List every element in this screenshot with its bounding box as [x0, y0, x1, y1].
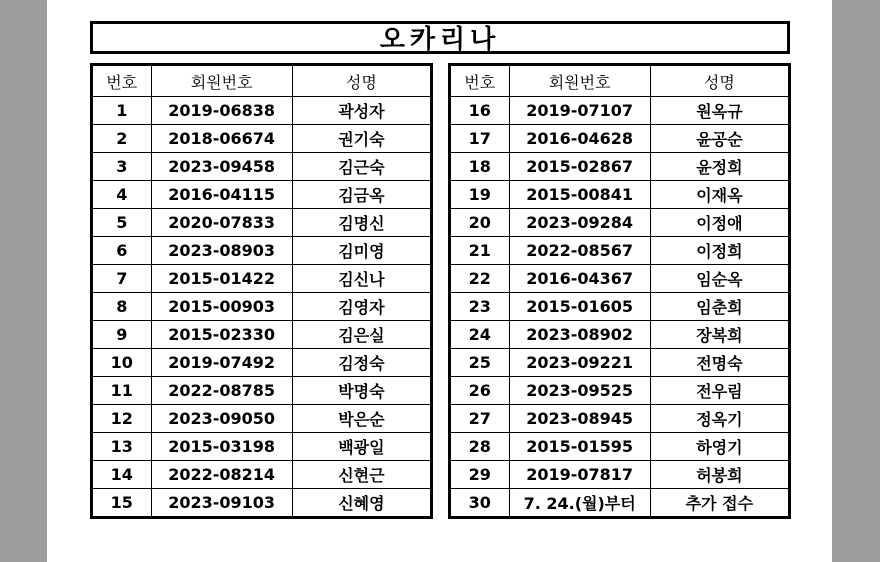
cell-number: 2: [92, 125, 152, 153]
table-row: [92, 125, 432, 153]
cell-name: 곽성자: [292, 97, 431, 125]
table-row: [92, 265, 432, 293]
cell-number: 15: [92, 489, 152, 518]
header-number: 번호: [92, 65, 152, 97]
cell-name: 이정희: [650, 237, 789, 265]
cell-number: 26: [450, 377, 510, 405]
table-row: [92, 237, 432, 265]
cell-member-id: 2015-01605: [509, 293, 650, 321]
cell-member-id: 2015-03198: [151, 433, 292, 461]
cell-number: 4: [92, 181, 152, 209]
cell-number: 22: [450, 265, 510, 293]
cell-member-id: 2015-00841: [509, 181, 650, 209]
table-row: [92, 97, 432, 125]
roster-table-right: [448, 63, 791, 519]
cell-name: 장복희: [650, 321, 789, 349]
cell-name: 김신나: [292, 265, 431, 293]
cell-member-id: 2023-09103: [151, 489, 292, 518]
cell-number: 21: [450, 237, 510, 265]
cell-member-id: 2019-07107: [509, 97, 650, 125]
cell-name: 신현근: [292, 461, 431, 489]
cell-member-id: 2019-07492: [151, 349, 292, 377]
cell-number: 12: [92, 405, 152, 433]
cell-member-id: 2015-02867: [509, 153, 650, 181]
table-row: [92, 209, 432, 237]
cell-number: 24: [450, 321, 510, 349]
table-row: [450, 293, 790, 321]
cell-name: 권기숙: [292, 125, 431, 153]
cell-name: 이재옥: [650, 181, 789, 209]
cell-number: 10: [92, 349, 152, 377]
table-row: [450, 153, 790, 181]
cell-name: 김명신: [292, 209, 431, 237]
cell-number: 27: [450, 405, 510, 433]
cell-member-id: 2023-09050: [151, 405, 292, 433]
cell-name: 전우림: [650, 377, 789, 405]
cell-member-id: 2019-07817: [509, 461, 650, 489]
cell-number: 28: [450, 433, 510, 461]
document-page: [47, 0, 832, 562]
header-row: [92, 65, 432, 97]
cell-name: 이정애: [650, 209, 789, 237]
table-row: [450, 209, 790, 237]
cell-member-id: 2023-09525: [509, 377, 650, 405]
table-row: [450, 461, 790, 489]
table-row: [92, 349, 432, 377]
table-row: [450, 181, 790, 209]
header-number: 번호: [450, 65, 510, 97]
cell-name: 김은실: [292, 321, 431, 349]
cell-name: 김근숙: [292, 153, 431, 181]
cell-member-id: 2020-07833: [151, 209, 292, 237]
table-row: [92, 377, 432, 405]
cell-number: 30: [450, 489, 510, 518]
cell-number: 1: [92, 97, 152, 125]
cell-number: 11: [92, 377, 152, 405]
table-row: [92, 489, 432, 518]
cell-name: 윤공순: [650, 125, 789, 153]
table-row: [92, 293, 432, 321]
cell-number: 19: [450, 181, 510, 209]
cell-name: 전명숙: [650, 349, 789, 377]
cell-member-id: 2022-08785: [151, 377, 292, 405]
cell-number: 14: [92, 461, 152, 489]
cell-member-id: 2023-09458: [151, 153, 292, 181]
cell-number: 13: [92, 433, 152, 461]
cell-name: 김미영: [292, 237, 431, 265]
table-row: [450, 489, 790, 518]
cell-name: 백광일: [292, 433, 431, 461]
table-row: [450, 125, 790, 153]
cell-member-id: 2015-01595: [509, 433, 650, 461]
cell-number: 25: [450, 349, 510, 377]
table-row: [450, 349, 790, 377]
table-row: [92, 153, 432, 181]
cell-member-id: 2015-00903: [151, 293, 292, 321]
cell-name: 김정숙: [292, 349, 431, 377]
page-title: 오카리나: [90, 21, 790, 54]
roster-table-left: [90, 63, 433, 519]
cell-number: 8: [92, 293, 152, 321]
cell-member-id: 2022-08567: [509, 237, 650, 265]
cell-member-id: 2018-06674: [151, 125, 292, 153]
cell-name: 허봉희: [650, 461, 789, 489]
header-name: 성명: [650, 65, 789, 97]
cell-name: 원옥규: [650, 97, 789, 125]
cell-member-id: 2016-04115: [151, 181, 292, 209]
cell-number: 16: [450, 97, 510, 125]
cell-member-id: 2023-09284: [509, 209, 650, 237]
cell-member-id: 2022-08214: [151, 461, 292, 489]
cell-member-id: 2016-04367: [509, 265, 650, 293]
cell-name: 박명숙: [292, 377, 431, 405]
table-row: [450, 321, 790, 349]
cell-number: 23: [450, 293, 510, 321]
header-member-id: 회원번호: [509, 65, 650, 97]
cell-member-id: 2023-08903: [151, 237, 292, 265]
cell-name: 하영기: [650, 433, 789, 461]
table-row: [92, 181, 432, 209]
table-row: [450, 433, 790, 461]
cell-number: 6: [92, 237, 152, 265]
table-row: [92, 405, 432, 433]
cell-member-id: 2016-04628: [509, 125, 650, 153]
cell-member-id: 2015-01422: [151, 265, 292, 293]
table-row: [92, 433, 432, 461]
table-row: [450, 377, 790, 405]
cell-name: 박은순: [292, 405, 431, 433]
cell-member-id: 2023-09221: [509, 349, 650, 377]
table-row: [450, 265, 790, 293]
header-name: 성명: [292, 65, 431, 97]
cell-name: 김금옥: [292, 181, 431, 209]
cell-number: 7: [92, 265, 152, 293]
cell-name: 임순옥: [650, 265, 789, 293]
cell-number: 5: [92, 209, 152, 237]
table-row: [92, 321, 432, 349]
cell-name: 추가 접수: [650, 489, 789, 518]
cell-member-id: 2015-02330: [151, 321, 292, 349]
header-member-id: 회원번호: [151, 65, 292, 97]
cell-number: 3: [92, 153, 152, 181]
cell-name: 정옥기: [650, 405, 789, 433]
cell-member-id: 2023-08902: [509, 321, 650, 349]
cell-member-id: 2019-06838: [151, 97, 292, 125]
cell-number: 18: [450, 153, 510, 181]
table-row: [450, 405, 790, 433]
table-row: [450, 97, 790, 125]
cell-member-id: 2023-08945: [509, 405, 650, 433]
cell-name: 윤정희: [650, 153, 789, 181]
header-row: [450, 65, 790, 97]
cell-name: 김영자: [292, 293, 431, 321]
cell-number: 20: [450, 209, 510, 237]
table-row: [450, 237, 790, 265]
cell-name: 임춘희: [650, 293, 789, 321]
cell-member-id: 7. 24.(월)부터: [509, 489, 650, 518]
cell-number: 9: [92, 321, 152, 349]
cell-number: 17: [450, 125, 510, 153]
cell-name: 신혜영: [292, 489, 431, 518]
cell-number: 29: [450, 461, 510, 489]
table-row: [92, 461, 432, 489]
